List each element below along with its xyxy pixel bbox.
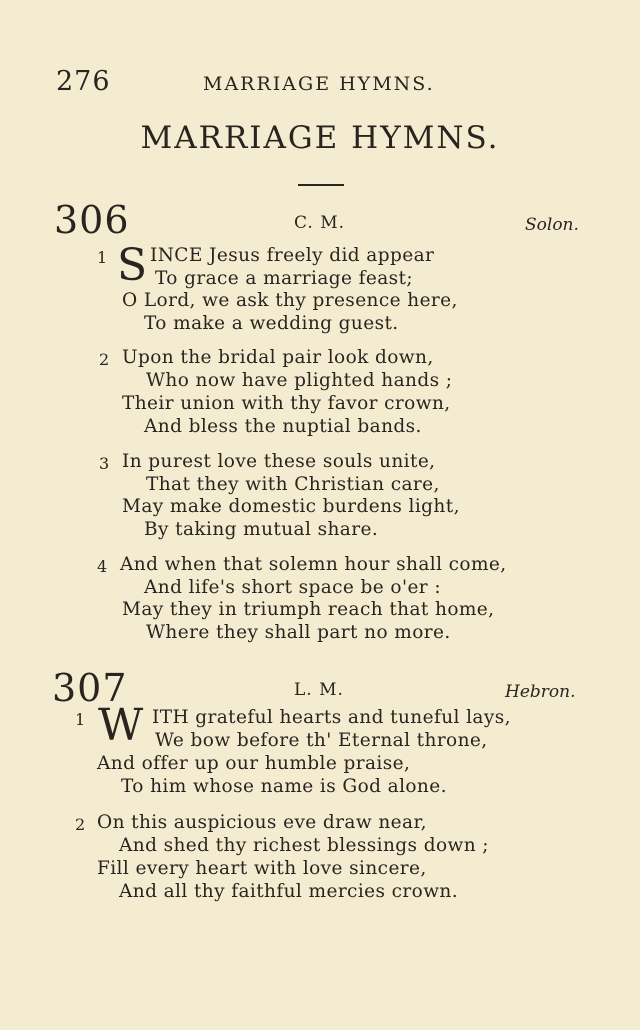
verse-line: O Lord, we ask thy presence here, <box>122 290 458 311</box>
hymn-tune: Solon. <box>525 215 579 235</box>
verse-number: 3 <box>99 454 110 473</box>
verse-line: May they in triumph reach that home, <box>122 599 495 620</box>
verse-number: 4 <box>97 557 108 576</box>
verse-line: And shed thy richest blessings down ; <box>119 835 489 856</box>
drop-cap: S <box>117 240 148 291</box>
hymn-number: 307 <box>52 666 128 710</box>
verse-line: Fill every heart with love sincere, <box>97 858 427 879</box>
verse-line: We bow before th' Eternal throne, <box>155 730 488 751</box>
verse-line: ITH grateful hearts and tuneful lays, <box>152 707 511 728</box>
verse-line: And bless the nuptial bands. <box>144 416 422 437</box>
hymn-number: 306 <box>54 198 130 242</box>
verse-line: And offer up our humble praise, <box>97 753 411 774</box>
verse-line: And all thy faithful mercies crown. <box>119 881 459 902</box>
verse-line: And when that solemn hour shall come, <box>120 554 507 575</box>
running-head: MARRIAGE HYMNS. <box>203 73 435 95</box>
verse-line: On this auspicious eve draw near, <box>97 812 427 833</box>
verse-line: In purest love these souls unite, <box>122 451 436 472</box>
verse-line: Upon the bridal pair look down, <box>122 347 434 368</box>
verse-line: Where they shall part no more. <box>146 622 451 643</box>
verse-line: That they with Christian care, <box>146 474 440 495</box>
hymn-meter: L. M. <box>294 680 344 700</box>
hymn-tune: Hebron. <box>505 682 576 702</box>
title-rule <box>298 184 344 186</box>
verse-line: By taking mutual share. <box>144 519 379 540</box>
verse-line: Their union with thy favor crown, <box>122 393 451 414</box>
verse-number: 1 <box>75 710 86 729</box>
section-title: MARRIAGE HYMNS. <box>140 120 500 156</box>
verse-number: 1 <box>97 248 108 267</box>
drop-cap: W <box>98 700 144 751</box>
verse-line: To make a wedding guest. <box>144 313 399 334</box>
verse-number: 2 <box>75 815 86 834</box>
verse-line: INCE Jesus freely did appear <box>150 245 435 266</box>
page-number: 276 <box>56 66 111 97</box>
verse-line: To grace a marriage feast; <box>155 268 413 289</box>
verse-line: Who now have plighted hands ; <box>146 370 453 391</box>
verse-number: 2 <box>99 350 110 369</box>
verse-line: To him whose name is God alone. <box>121 776 447 797</box>
verse-line: And life's short space be o'er : <box>144 577 441 598</box>
verse-line: May make domestic burdens light, <box>122 496 460 517</box>
hymn-meter: C. M. <box>294 213 346 233</box>
